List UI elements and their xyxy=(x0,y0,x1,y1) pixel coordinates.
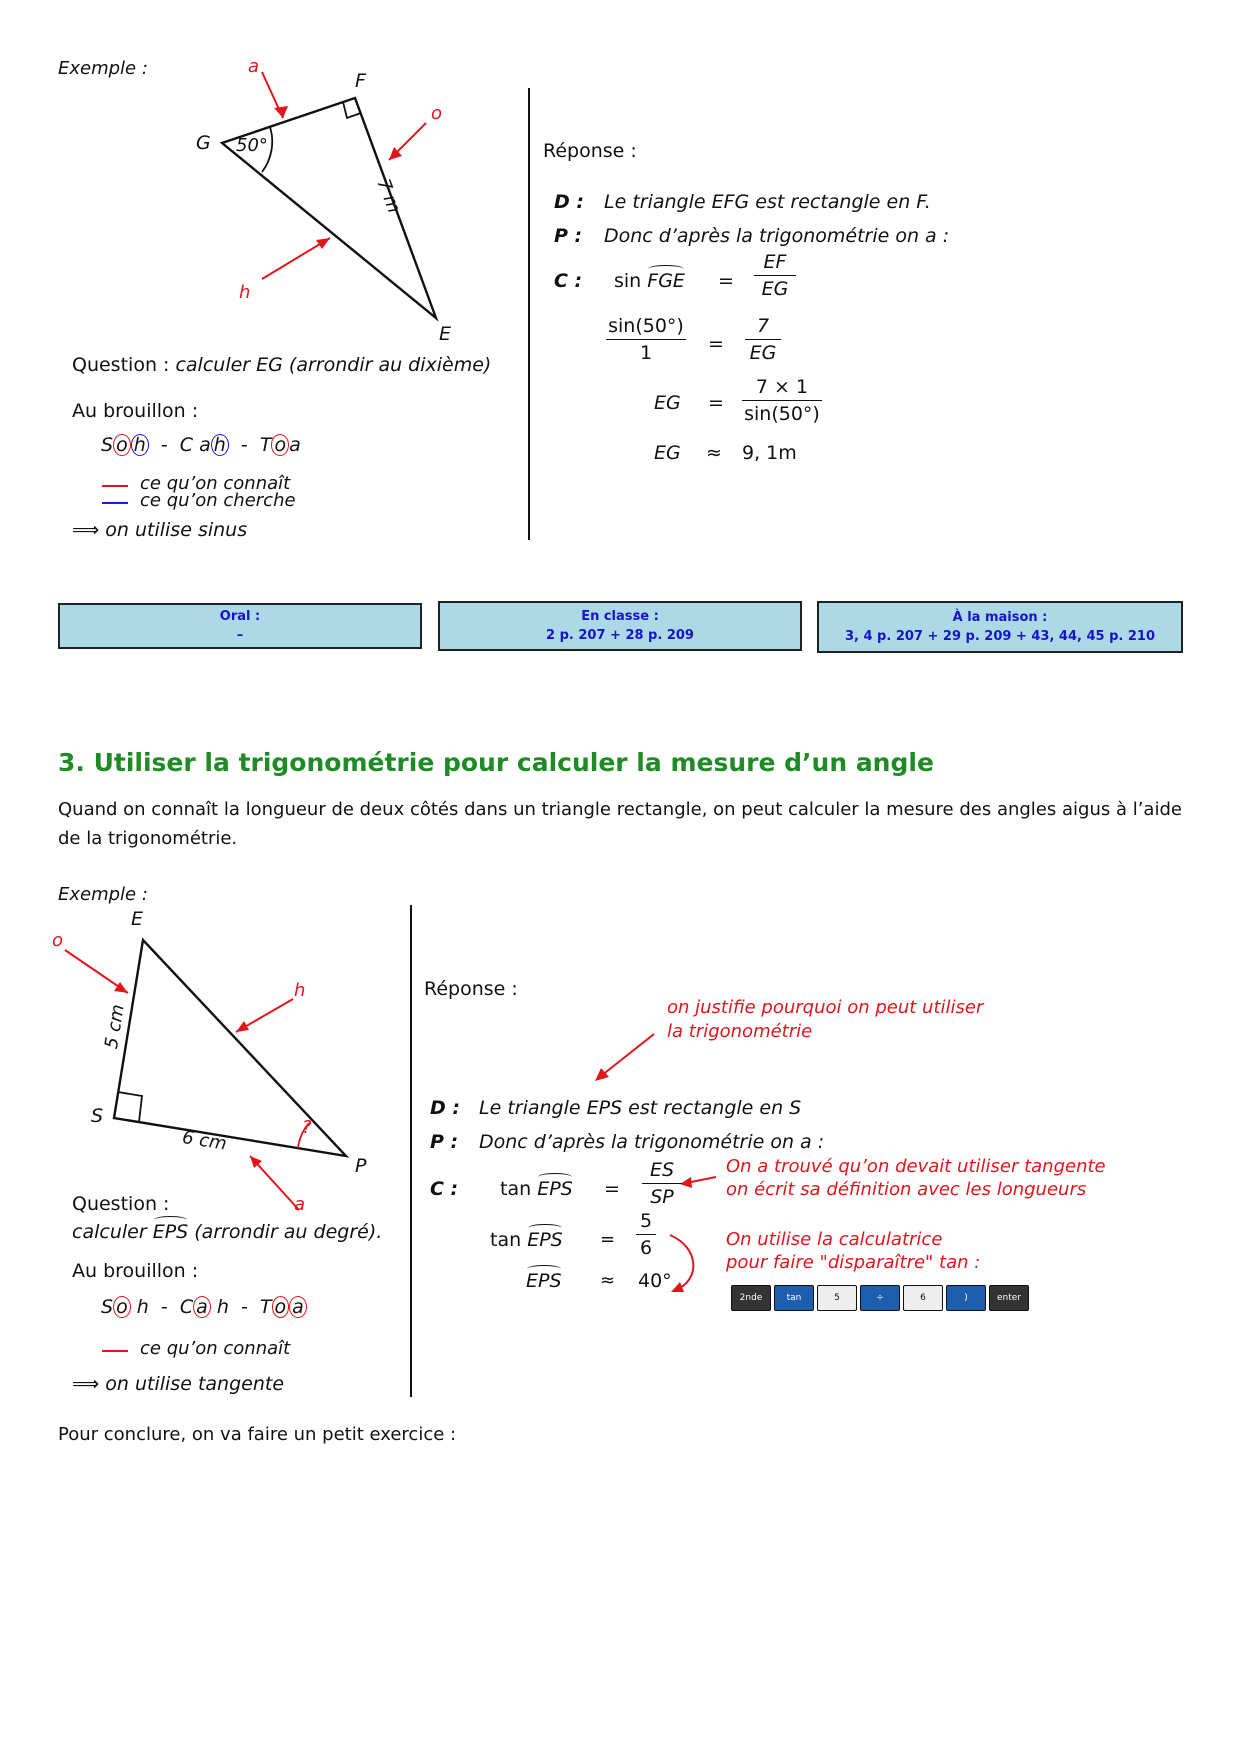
example2-label: Exemple : xyxy=(58,884,148,905)
eq1-angle-fge: FGE xyxy=(647,270,685,292)
p-text-2: Donc d’après la trigonométrie on a : xyxy=(479,1131,825,1153)
eq5-tan: tan xyxy=(500,1178,532,1200)
cah2-a-circled-red: a xyxy=(193,1296,211,1318)
note-calc-1: On utilise la calculatrice xyxy=(726,1229,943,1250)
eq6-op: = xyxy=(600,1229,616,1250)
eq6-fraction xyxy=(636,1210,656,1259)
eq4-right: 9, 1m xyxy=(742,442,797,464)
eq1-op: = xyxy=(718,270,734,292)
eq4-left: EG xyxy=(654,442,681,464)
vertex-p-label: P xyxy=(355,1155,367,1177)
eq2-op: = xyxy=(708,333,724,355)
eq4-op: ≈ xyxy=(706,442,722,464)
soh-s: S xyxy=(101,434,114,456)
note-calc-2: pour faire "disparaître" tan : xyxy=(726,1252,981,1273)
home-title: À la maison : xyxy=(952,610,1048,625)
draft-label-1: Au brouillon : xyxy=(72,400,199,422)
soh2-dash-1: - xyxy=(160,1296,168,1318)
soh2-h: h xyxy=(136,1296,149,1318)
eq5-op: = xyxy=(604,1178,620,1200)
p-text-1: Donc d’après la trigonométrie on a : xyxy=(604,225,950,247)
key-enter[interactable]: enter xyxy=(989,1285,1029,1311)
answer-label-1: Réponse : xyxy=(543,140,637,162)
angle-question-label: ? xyxy=(302,1117,312,1138)
side-5cm-label: 5 cm xyxy=(101,1002,129,1051)
eq6-tan: tan xyxy=(490,1229,522,1251)
section3-title: 3. Utiliser la trigonométrie pour calculer la mesure d’un angle xyxy=(58,748,934,777)
eq3-num: 7 × 1 xyxy=(755,376,809,398)
angle-50-label: 50° xyxy=(236,135,268,156)
mark-h2-label: h xyxy=(294,980,306,1001)
toa2-t: T xyxy=(259,1296,272,1318)
toa2-a-circled-red: a xyxy=(289,1296,307,1318)
oral-title: Oral : xyxy=(219,609,261,624)
c-key-1: C : xyxy=(554,270,583,292)
example1-label: Exemple : xyxy=(58,58,148,79)
note-tan-1: On a trouvé qu’on devait utiliser tangente xyxy=(726,1156,1106,1177)
eq7-angle-eps: EPS xyxy=(526,1270,562,1292)
mark-a2-label: a xyxy=(294,1194,306,1215)
eq2-num: 7 xyxy=(756,315,770,337)
vertex-e2-label: E xyxy=(131,908,144,930)
cah-h-circled-blue: h xyxy=(211,434,229,456)
vertex-f-label: F xyxy=(355,70,366,92)
c-key-2: C : xyxy=(430,1178,459,1200)
toa-t: T xyxy=(259,434,272,456)
eq5-left xyxy=(500,1178,573,1200)
eq3-left: EG xyxy=(654,392,681,414)
cah-a: a xyxy=(199,434,211,456)
section3-intro: Quand on connaît la longueur de deux côtés dans un triangle rectangle, on peut calculer la mesure des angles aigus à l’aide de la trigonométrie. xyxy=(58,799,1182,849)
mark-o-label: o xyxy=(431,103,443,124)
eq5-den: SP xyxy=(650,1186,674,1208)
closing-text: Pour conclure, on va faire un petit exercice : xyxy=(58,1424,457,1445)
vertex-g-label: G xyxy=(196,132,211,154)
key-close-paren[interactable]: ) xyxy=(946,1285,986,1311)
soh2-s: S xyxy=(101,1296,114,1318)
legend2-known: ce qu’on connaît xyxy=(140,1338,291,1359)
note-justify-2: la trigonométrie xyxy=(667,1021,813,1042)
d-text-2: Le triangle EPS est rectangle en S xyxy=(479,1097,802,1119)
d-key-2: D : xyxy=(430,1097,460,1119)
cah-c: C xyxy=(179,434,194,456)
mark-h-label: h xyxy=(239,282,251,303)
legend-known: ce qu’on connaît xyxy=(140,473,291,494)
key-6[interactable]: 6 xyxy=(903,1285,943,1311)
eq1-num: EF xyxy=(763,251,787,273)
eq1-den: EG xyxy=(761,278,789,300)
d-key-1: D : xyxy=(554,191,584,213)
draft-label-2: Au brouillon : xyxy=(72,1260,199,1282)
conclusion-tangente: ⟹ on utilise tangente xyxy=(72,1373,285,1395)
class-title: En classe : xyxy=(581,609,659,624)
key-tan[interactable]: tan xyxy=(774,1285,814,1311)
cah2-h: h xyxy=(216,1296,229,1318)
answer-label-2: Réponse : xyxy=(424,978,518,1000)
mark-o2-label: o xyxy=(52,930,64,951)
soh-h-circled-blue: h xyxy=(131,434,149,456)
calculator-keys xyxy=(731,1285,1032,1311)
eq5-num: ES xyxy=(649,1159,675,1181)
question-2-angle: EPS xyxy=(152,1221,189,1243)
eq7-left xyxy=(526,1270,562,1292)
soh-dash-2: - xyxy=(240,434,248,456)
vertex-e-label: E xyxy=(439,323,452,345)
question-prefix: Question : xyxy=(72,354,176,376)
question-2-post: (arrondir au degré). xyxy=(188,1221,383,1243)
note-tan-2: on écrit sa définition avec les longueurs xyxy=(726,1179,1087,1200)
eq6-num: 5 xyxy=(639,1210,653,1232)
toa-a: a xyxy=(289,434,301,456)
key-5[interactable]: 5 xyxy=(817,1285,857,1311)
d-text-1: Le triangle EFG est rectangle en F. xyxy=(604,191,931,213)
p-key-2: P : xyxy=(430,1131,459,1153)
soh-dash-1: - xyxy=(160,434,168,456)
eq7-op: ≈ xyxy=(600,1270,616,1291)
home-value: 3, 4 p. 207 + 29 p. 209 + 43, 44, 45 p. 210 xyxy=(844,629,1156,644)
note-justify-1: on justifie pourquoi on peut utiliser xyxy=(667,997,984,1018)
soh2-dash-2: - xyxy=(240,1296,248,1318)
toa2-o-circled-red: o xyxy=(272,1296,290,1318)
question-text: calculer EG (arrondir au dixième) xyxy=(175,354,492,376)
eq6-den: 6 xyxy=(639,1237,653,1259)
side-6cm-label: 6 cm xyxy=(180,1127,229,1155)
mark-a-label: a xyxy=(248,56,260,77)
question-2-pre: calculer xyxy=(72,1221,153,1243)
question-2-prefix: Question : xyxy=(72,1193,170,1215)
conclusion-sinus: ⟹ on utilise sinus xyxy=(72,519,248,541)
oral-value: – xyxy=(236,628,244,643)
soh2-o-circled-red: o xyxy=(113,1296,131,1318)
p-key-1: P : xyxy=(554,225,583,247)
eq3-den: sin(50°) xyxy=(744,403,820,425)
eq2-den-left: 1 xyxy=(639,342,653,364)
eq6-angle-eps: EPS xyxy=(527,1229,563,1251)
vertex-s-label: S xyxy=(91,1105,104,1127)
eq2-den: EG xyxy=(749,342,777,364)
cah2-c: C xyxy=(179,1296,194,1318)
class-value: 2 p. 207 + 28 p. 209 xyxy=(546,628,694,643)
eq7-right: 40° xyxy=(638,1270,672,1292)
eq5-fraction xyxy=(642,1159,682,1208)
eq6-left xyxy=(490,1229,563,1251)
key-2nde[interactable]: 2nde xyxy=(731,1285,771,1311)
eq2-num-left: sin(50°) xyxy=(608,315,684,337)
eq3-op: = xyxy=(708,392,724,414)
side-7m-label: 7 m xyxy=(372,176,405,216)
soh-o-circled-red: o xyxy=(113,434,131,456)
toa-o-circled-red: o xyxy=(271,434,289,456)
key-divide[interactable]: ÷ xyxy=(860,1285,900,1311)
eq1-sin: sin xyxy=(614,270,642,292)
legend-sought: ce qu’on cherche xyxy=(140,490,296,511)
eq5-angle-eps: EPS xyxy=(537,1178,573,1200)
